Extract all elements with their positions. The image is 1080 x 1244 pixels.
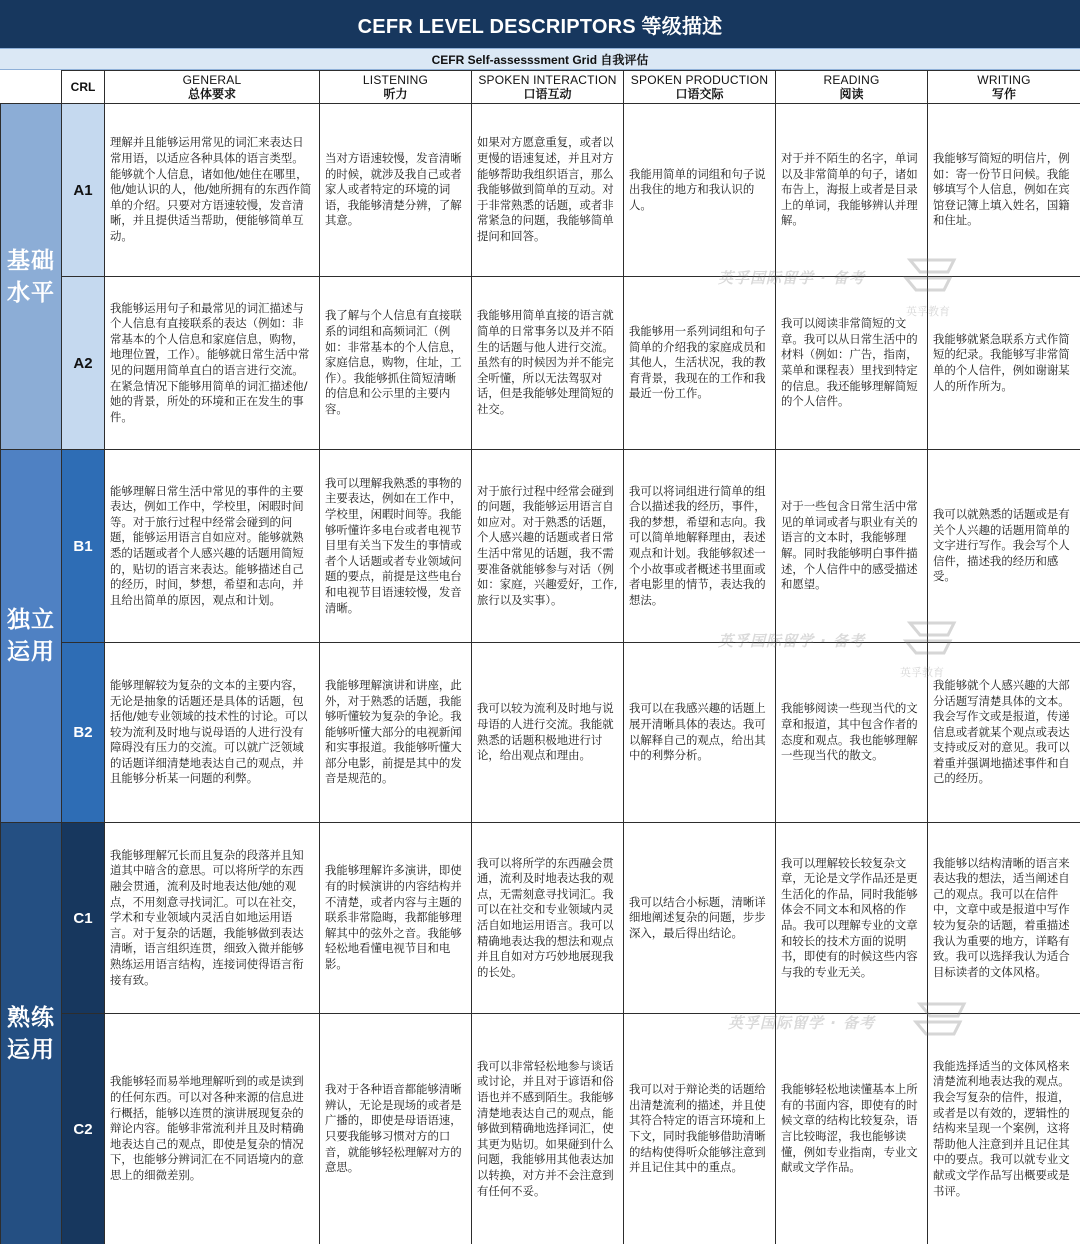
cell-c1-interaction: 我可以将所学的东西融会贯通，流利及时地表达我的观点，无需刻意寻找词汇。我可以在社交和专业领域内灵活自如地运用语言。我可以精确地表达我的想法和观点并且自如对方巧妙地展现我的长处。: [472, 823, 624, 1014]
header-general-zh: 总体要求: [187, 87, 236, 101]
cell-a2-writing: 我能够就紧急联系方式作简短的纪录。我能够写非常简单的个人信件，例如谢谢某人的所作所为。: [928, 277, 1080, 450]
group-independent: [1, 450, 62, 823]
cell-a1-writing: 我能够写简短的明信片，例如：寄一份节日问候。我能够填写个人信息，例如在宾馆登记簿上填入姓名，国籍和住址。: [928, 104, 1080, 277]
header-blank: [1, 71, 62, 104]
group-basic-line2: 水平: [7, 279, 55, 306]
cell-a1-production: 我能用简单的词组和句子说出我住的地方和我认识的人。: [624, 104, 776, 277]
table-row: [1, 277, 1080, 450]
cell-a1-general: 理解并且能够运用常见的词汇来表达日常用语，以适应各种具体的语言类型。能够就个人信息，诸如他/她住在哪里，他/她认识的人，他/她所拥有的东西作简单的介绍。只要对方语速较慢，发音清晰，并且提供适当帮助，便能够简单互动。: [105, 104, 320, 277]
header-writing-en: WRITING: [977, 73, 1031, 87]
cell-c1-general: 我能够理解冗长而且复杂的段落并且知道其中暗含的意思。可以将所学的东西融会贯通，流利及时地表达他/她的观点，不用刻意寻找词汇。可以在社交，学术和专业领域内灵活自如地运用语言。对于复杂的话题，我能够做到表达清晰，语言组织连贯，细致入微并能够熟练运用语言结构，连接词使得语言衔接有致。: [105, 823, 320, 1014]
cell-b1-writing: 我可以就熟悉的话题或是有关个人兴趣的话题用简单的文字进行写作。我会写个人信件，描述我的经历和感受。: [928, 450, 1080, 643]
group-basic-line1: 基础: [7, 247, 55, 274]
cell-a2-interaction: 我能够用简单直接的语言就简单的日常事务以及并不陌生的话题与他人进行交流。虽然有的时候因为并不能完全听懂，所以无法驾驭对话，但是我能够处理简短的社交。: [472, 277, 624, 450]
header-listening-en: LISTENING: [362, 73, 429, 87]
cell-a1-listening: 当对方语速较慢，发音清晰的时候，就涉及我自己或者家人或者特定的环境的词语，我能够清楚分辨，了解其意。: [320, 104, 472, 277]
header-reading-zh: 阅读: [839, 87, 864, 101]
header-writing: [928, 71, 1080, 104]
header-general-en: GENERAL: [182, 73, 242, 87]
level-c1: C1: [62, 823, 105, 1014]
level-b2: B2: [62, 643, 105, 823]
cell-b2-production: 我可以在我感兴趣的话题上展开清晰具体的表达。我可以解释自己的观点，给出其中的利弊分析。: [624, 643, 776, 823]
header-listening-zh: 听力: [383, 87, 408, 101]
group-proficient-line2: 运用: [7, 1036, 55, 1063]
header-interaction-zh: 口语互动: [523, 87, 572, 101]
cell-b2-writing: 我能够就个人感兴趣的大部分话题写清楚具体的文本。我会写作文或是报道，传递信息或者就某个观点或表达支持或反对的意见。我可以着重并强调地描述事件和自己的经历。: [928, 643, 1080, 823]
table-row: [1, 450, 1080, 643]
group-independent-line2: 运用: [7, 639, 55, 665]
watermark-text: 英孚国际留学 · 备考: [718, 269, 866, 287]
group-proficient: [1, 823, 62, 1244]
group-proficient-line1: 熟练: [7, 1004, 55, 1031]
cell-b1-listening: 我可以理解我熟悉的事物的主要表达，例如在工作中，学校里，闲暇时间等。我能够听懂许多电台或者电视节目里有关当下发生的事情或者个人话题或者专业领域问题的要点，前提是这些电台和电视节目语速较慢，发音清晰。: [320, 450, 472, 643]
cell-c1-reading: 我可以理解较长较复杂文章，无论是文学作品还是更生活化的作品，同时我能够体会不同文本和风格的作品。我可以理解专业的文章和较长的技术方面的说明书，即使有的时候这些内容与我的专业无关。: [776, 823, 928, 1014]
cell-b2-interaction: 我可以较为流利及时地与说母语的人进行交流。我能就熟悉的话题积极地进行讨论，给出观点和理由。: [472, 643, 624, 823]
cell-a1-reading: 对于并不陌生的名字，单词以及非常简单的句子，诸如布告上，海报上或者是目录上的单词，我能够辨认并理解。: [776, 104, 928, 277]
cell-b1-production: 我可以将词组进行简单的组合以描述我的经历，事件，我的梦想，希望和志向。我可以简单地解释理由，表述观点和计划。我能够叙述一个小故事或者概述书里面或者电影里的情节，表达我的想法。: [624, 450, 776, 643]
cell-a2-reading: 我可以阅读非常简短的文章。我可以从日常生活中的材料（例如：广告，指南，菜单和课程表）里找到特定的信息。我还能够理解简短的个人信件。: [776, 277, 928, 450]
cell-c1-writing: 我能够以结构清晰的语言来表达我的想法，适当阐述自己的观点。我可以在信件中，文章中或是报道中写作较为复杂的话题，着重描述我认为重要的地方，详略有致。我可以选择我认为适合目标读者的文体风格。: [928, 823, 1080, 1014]
watermark-logo-text: 英孚教育: [906, 305, 950, 318]
cell-c1-production: 我可以结合小标题，清晰详细地阐述复杂的问题，步步深入，最后得出结论。: [624, 823, 776, 1014]
header-interaction-en: SPOKEN INTERACTION: [478, 73, 617, 87]
cell-b1-general: 能够理解日常生活中常见的事件的主要表达，例如工作中，学校里，闲暇时间等。对于旅行过程中经常会碰到的问题，能够运用语言自如应对。能够就熟悉的话题或者个人感兴趣的话题用简短的，贴切的语言来表达。能够描述自己的经历，时间，梦想，希望和志向，并且给出简单的原因，观点和计划。: [105, 450, 320, 643]
header-production-zh: 口语交际: [675, 87, 724, 101]
cell-c2-listening: 我对于各种语音都能够清晰辨认，无论是现场的或者是广播的，即使是母语语速，只要我能够习惯对方的口音，就能够轻松理解对方的意思。: [320, 1014, 472, 1244]
cell-b2-reading: 我能够阅读一些现当代的文章和报道，其中包含作者的态度和观点。我也能够理解一些现当代的散文。: [776, 643, 928, 823]
header-writing-zh: 写作: [991, 87, 1016, 101]
cell-a2-listening: 我了解与个人信息有直接联系的词组和高频词汇（例如：非常基本的个人信息，家庭信息，购物，住址，工作）。我能够抓住简短清晰的信息和公示里的主要内容。: [320, 277, 472, 450]
level-b1: B1: [62, 450, 105, 643]
header-general: [105, 71, 320, 104]
grid-subtitle: CEFR Self-assesssment Grid 自我评估: [0, 48, 1080, 70]
table-row: [1, 1014, 1080, 1244]
cell-a1-interaction: 如果对方愿意重复，或者以更慢的语速复述，并且对方能够帮助我组织语言，那么我能够做到简单的互动。对于非常熟悉的话题，或者非常紧急的问题，我能够简单提问和回答。: [472, 104, 624, 277]
table-row: [1, 643, 1080, 823]
watermark-text: 英孚国际留学 · 备考: [718, 632, 866, 650]
group-basic: [1, 104, 62, 450]
cell-c2-general: 我能够轻而易举地理解听到的或是读到的任何东西。可以对各种来源的信息进行概括，能够以连贯的演讲展现复杂的辩论内容。能够非常流利并且及时精确地表达自己的观点，即使是复杂的情况下，也能够分辨词汇在不同语境内的意思上的细微差别。: [105, 1014, 320, 1244]
header-listening: [320, 71, 472, 104]
header-reading-en: READING: [823, 73, 880, 87]
header-interaction: [472, 71, 624, 104]
cell-c2-production: 我可以对于辩论类的话题给出清楚流利的描述，并且使其符合特定的语言环境和上下文，同时我能够借助清晰的结构使得听众能够注意到并且记住其中的重点。: [624, 1014, 776, 1244]
table-row: [1, 104, 1080, 277]
header-production: [624, 71, 776, 104]
cell-b2-general: 能够理解较为复杂的文本的主要内容，无论是抽象的话题还是具体的话题，包括他/她专业领域的技术性的讨论。可以较为流利及时地与说母语的人进行没有障碍没有压力的交流。可以就广泛领域的话题详细清楚地表达自己的观点，并且能够分析某一问题的利弊。: [105, 643, 320, 823]
cell-b1-reading: 对于一些包含日常生活中常见的单词或者与职业有关的语言的文本时，我能够理解。同时我能够明白事件描述，个人信件中的感受描述和愿望。: [776, 450, 928, 643]
cell-b1-interaction: 对于旅行过程中经常会碰到的问题，我能够运用语言自如应对。对于熟悉的话题，个人感兴趣的话题或者日常生活中常见的话题，我不需要准备就能够参与对话（例如：家庭，兴趣爱好，工作,旅行以及实事）。: [472, 450, 624, 643]
cell-b2-listening: 我能够理解演讲和讲座，此外，对于熟悉的话题，我能够听懂较为复杂的争论。我能够听懂大部分的电视新闻和实事报道。我能够听懂大部分电影，前提是其中的发音是规范的。: [320, 643, 472, 823]
header-production-en: SPOKEN PRODUCTION: [630, 73, 769, 87]
page-title: CEFR LEVEL DESCRIPTORS 等级描述: [0, 0, 1080, 48]
level-a1: A1: [62, 104, 105, 277]
watermark-text: 英孚国际留学 · 备考: [728, 1014, 876, 1032]
cell-c1-listening: 我能够理解许多演讲，即使有的时候演讲的内容结构并不清楚，或者内容与主题的联系非常隐晦，我都能够理解其中的弦外之音。我能够轻松地看懂电视节目和电影。: [320, 823, 472, 1014]
header-row: [1, 71, 1080, 104]
group-independent-line1: 独立: [7, 607, 55, 633]
cell-c2-interaction: 我可以非常轻松地参与谈话或讨论，并且对于谚语和俗语也并不感到陌生。我能够清楚地表达自己的观点，能够做到精确地选择词汇，使其更为贴切。如果碰到什么问题，我能够用其他表达加以转换，对方并不会注意到有任何不妥。: [472, 1014, 624, 1244]
table-row: [1, 823, 1080, 1014]
level-a2: A2: [62, 277, 105, 450]
level-c2: C2: [62, 1014, 105, 1244]
cell-a2-production: 我能够用一系列词组和句子简单的介绍我的家庭成员和其他人，生活状况，我的教育背景，我现在的工作和我最近一份工作。: [624, 277, 776, 450]
cell-c2-writing: 我能选择适当的文体风格来清楚流利地表达我的观点。我会写复杂的信件，报道，或者是以有效的，逻辑性的结构来呈现一个案例，这将帮助他人注意到并且记住其中的要点。我可以就专业文献或文学作品写出概要或是书评。: [928, 1014, 1080, 1244]
header-crl: CRL: [62, 71, 105, 104]
cefr-grid: [0, 70, 1080, 1244]
header-reading: [776, 71, 928, 104]
watermark-logo-text: 英孚教育: [900, 666, 944, 679]
cell-c2-reading: 我能够轻松地读懂基本上所有的书面内容，即使有的时候文章的结构比较复杂，语言比较晦涩，我也能够读懂，例如专业指南，专业文献或文学作品。: [776, 1014, 928, 1244]
cell-a2-general: 我能够运用句子和最常见的词汇描述与个人信息有直接联系的表达（例如：非常基本的个人信息和家庭信息，购物，地理位置，工作）。能够就日常生活中常见的问题用简单直白的语言进行交流。在紧急情况下能够用简单的词汇描述他/她的背景，所处的环境和正在发生的事件。: [105, 277, 320, 450]
